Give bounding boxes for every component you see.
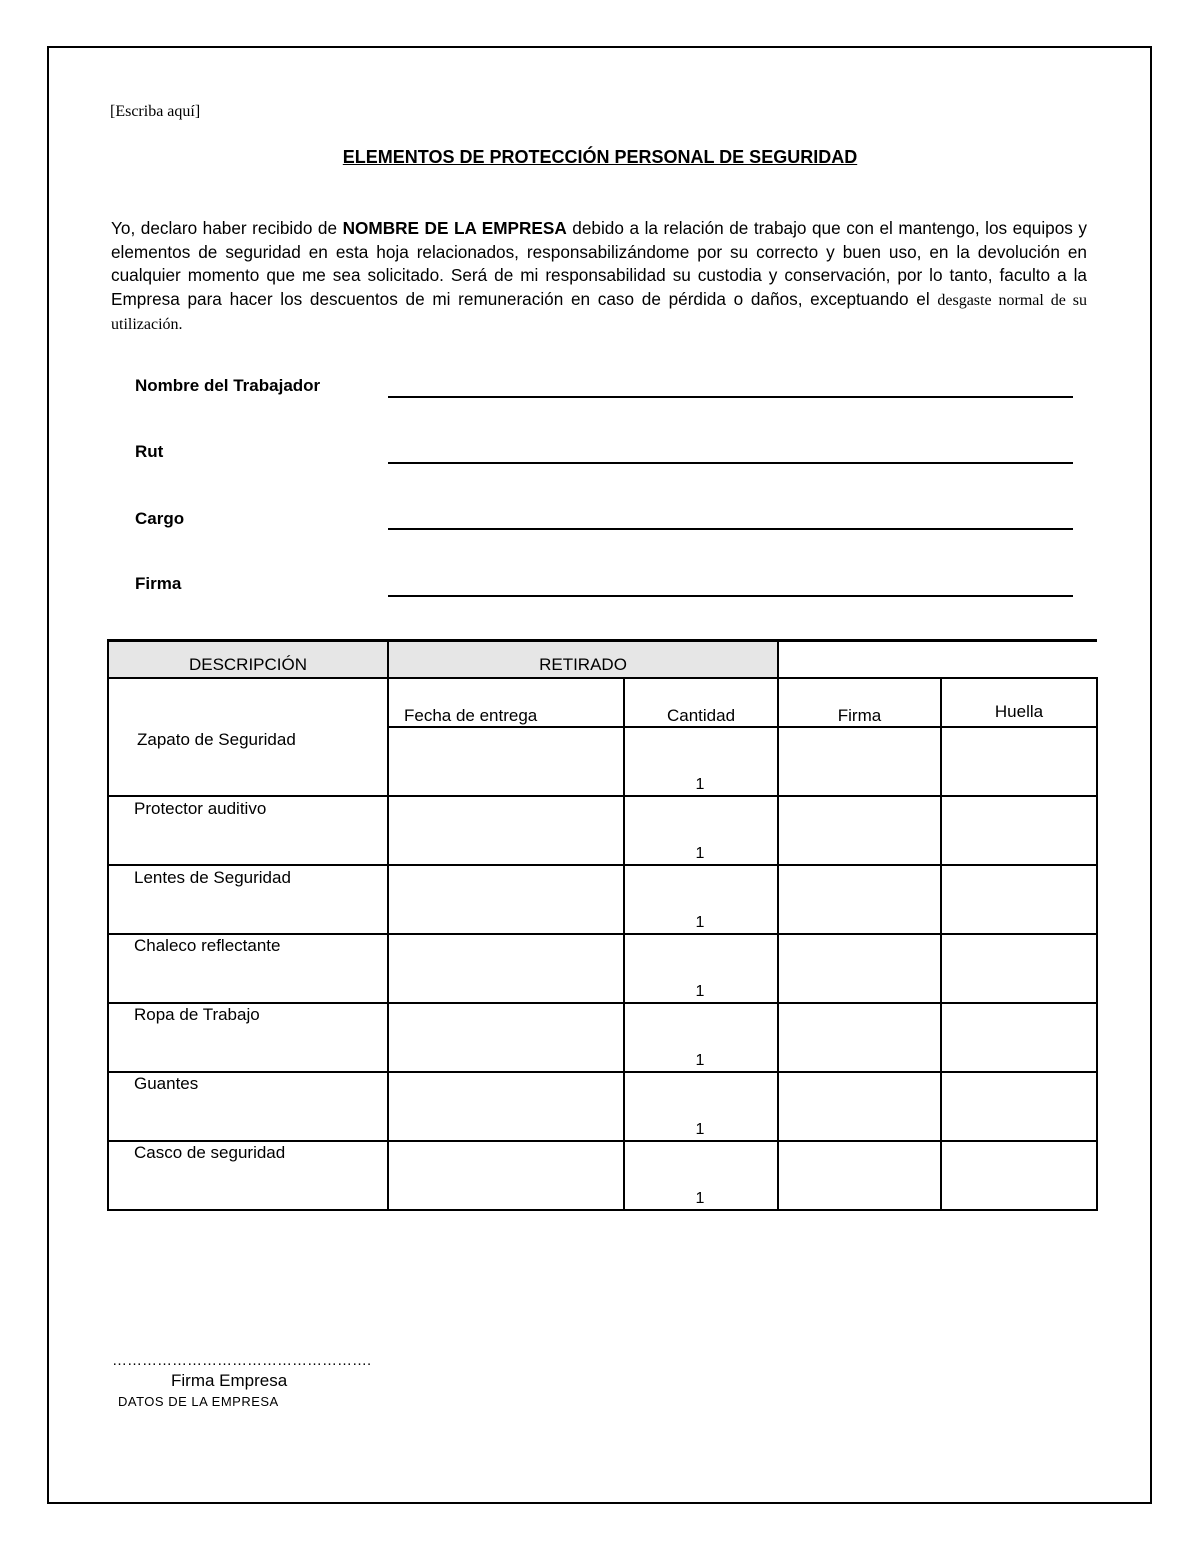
col-border (107, 639, 109, 1211)
table-top-border (107, 639, 1097, 642)
firma-line[interactable] (388, 595, 1073, 597)
table-bottom-border (107, 1209, 1098, 1211)
subheader-bottom-border (388, 726, 1098, 728)
company-signature-label: Firma Empresa (171, 1371, 288, 1390)
header-retirado: RETIRADO (389, 642, 777, 677)
row-item: Zapato de Seguridad (137, 730, 296, 749)
worker-name-line[interactable] (388, 396, 1073, 398)
row-border (107, 1071, 1098, 1073)
header-note: [Escriba aquí] (110, 103, 201, 120)
declaration-part1: Yo, declaro haber recibido de (111, 218, 343, 238)
header-bottom-border (107, 677, 1098, 679)
col-header-fecha: Fecha de entrega (404, 706, 538, 725)
declaration-part2: debido a la relación de trabajo que con el mantengo, los equipos y elementos de seguridad en esta hoja relacionados, responsabilizándome por su correcto y buen uso, en la devolución en cualquier momento que me sea solicitado. Será de mi responsabilidad su custodia y conservación, por lo tanto, faculto a la Empresa para hacer los descuentos de mi remuneración en caso de pérdida o daños, exceptuando el (111, 218, 1088, 309)
row-item: Guantes (134, 1074, 199, 1093)
cargo-label: Cargo (135, 509, 185, 528)
signature-dots: ……………………………………………. (112, 1352, 372, 1369)
row-qty: 1 (695, 1190, 705, 1207)
rut-line[interactable] (388, 462, 1073, 464)
cargo-line[interactable] (388, 528, 1073, 530)
firma-label: Firma (135, 574, 182, 593)
row-border (107, 1140, 1098, 1142)
row-qty: 1 (695, 1052, 705, 1069)
document-title (0, 147, 1200, 168)
header-description: DESCRIPCIÓN (109, 642, 387, 677)
row-qty: 1 (695, 983, 705, 1000)
company-data-label: DATOS DE LA EMPRESA (118, 1394, 279, 1409)
row-border (107, 933, 1098, 935)
row-border (107, 1002, 1098, 1004)
col-header-cantidad: Cantidad (666, 706, 736, 725)
row-qty: 1 (695, 914, 705, 931)
col-border (387, 639, 389, 1211)
col-border (940, 677, 942, 1211)
col-border (777, 642, 779, 1211)
row-qty: 1 (695, 776, 705, 793)
document-title-text: ELEMENTOS DE PROTECCIÓN PERSONAL DE SEGURIDAD (342, 147, 858, 167)
row-item: Protector auditivo (134, 799, 267, 818)
row-item: Ropa de Trabajo (134, 1005, 260, 1024)
row-qty: 1 (695, 845, 705, 862)
company-name: NOMBRE DE LA EMPRESA (342, 218, 567, 238)
row-item: Chaleco reflectante (134, 936, 281, 955)
row-item: Casco de seguridad (134, 1143, 286, 1162)
worker-name-label: Nombre del Trabajador (135, 376, 321, 395)
col-header-huella: Huella (994, 702, 1044, 721)
row-border (107, 795, 1098, 797)
row-qty: 1 (695, 1121, 705, 1138)
rut-label: Rut (135, 442, 164, 461)
declaration-paragraph (111, 217, 1087, 337)
col-border (623, 677, 625, 1211)
declaration-part3: desgaste normal de su utilización. (111, 291, 1087, 333)
col-header-firma: Firma (837, 706, 882, 725)
row-border (107, 864, 1098, 866)
row-item: Lentes de Seguridad (134, 868, 291, 887)
col-border (1096, 677, 1098, 1211)
